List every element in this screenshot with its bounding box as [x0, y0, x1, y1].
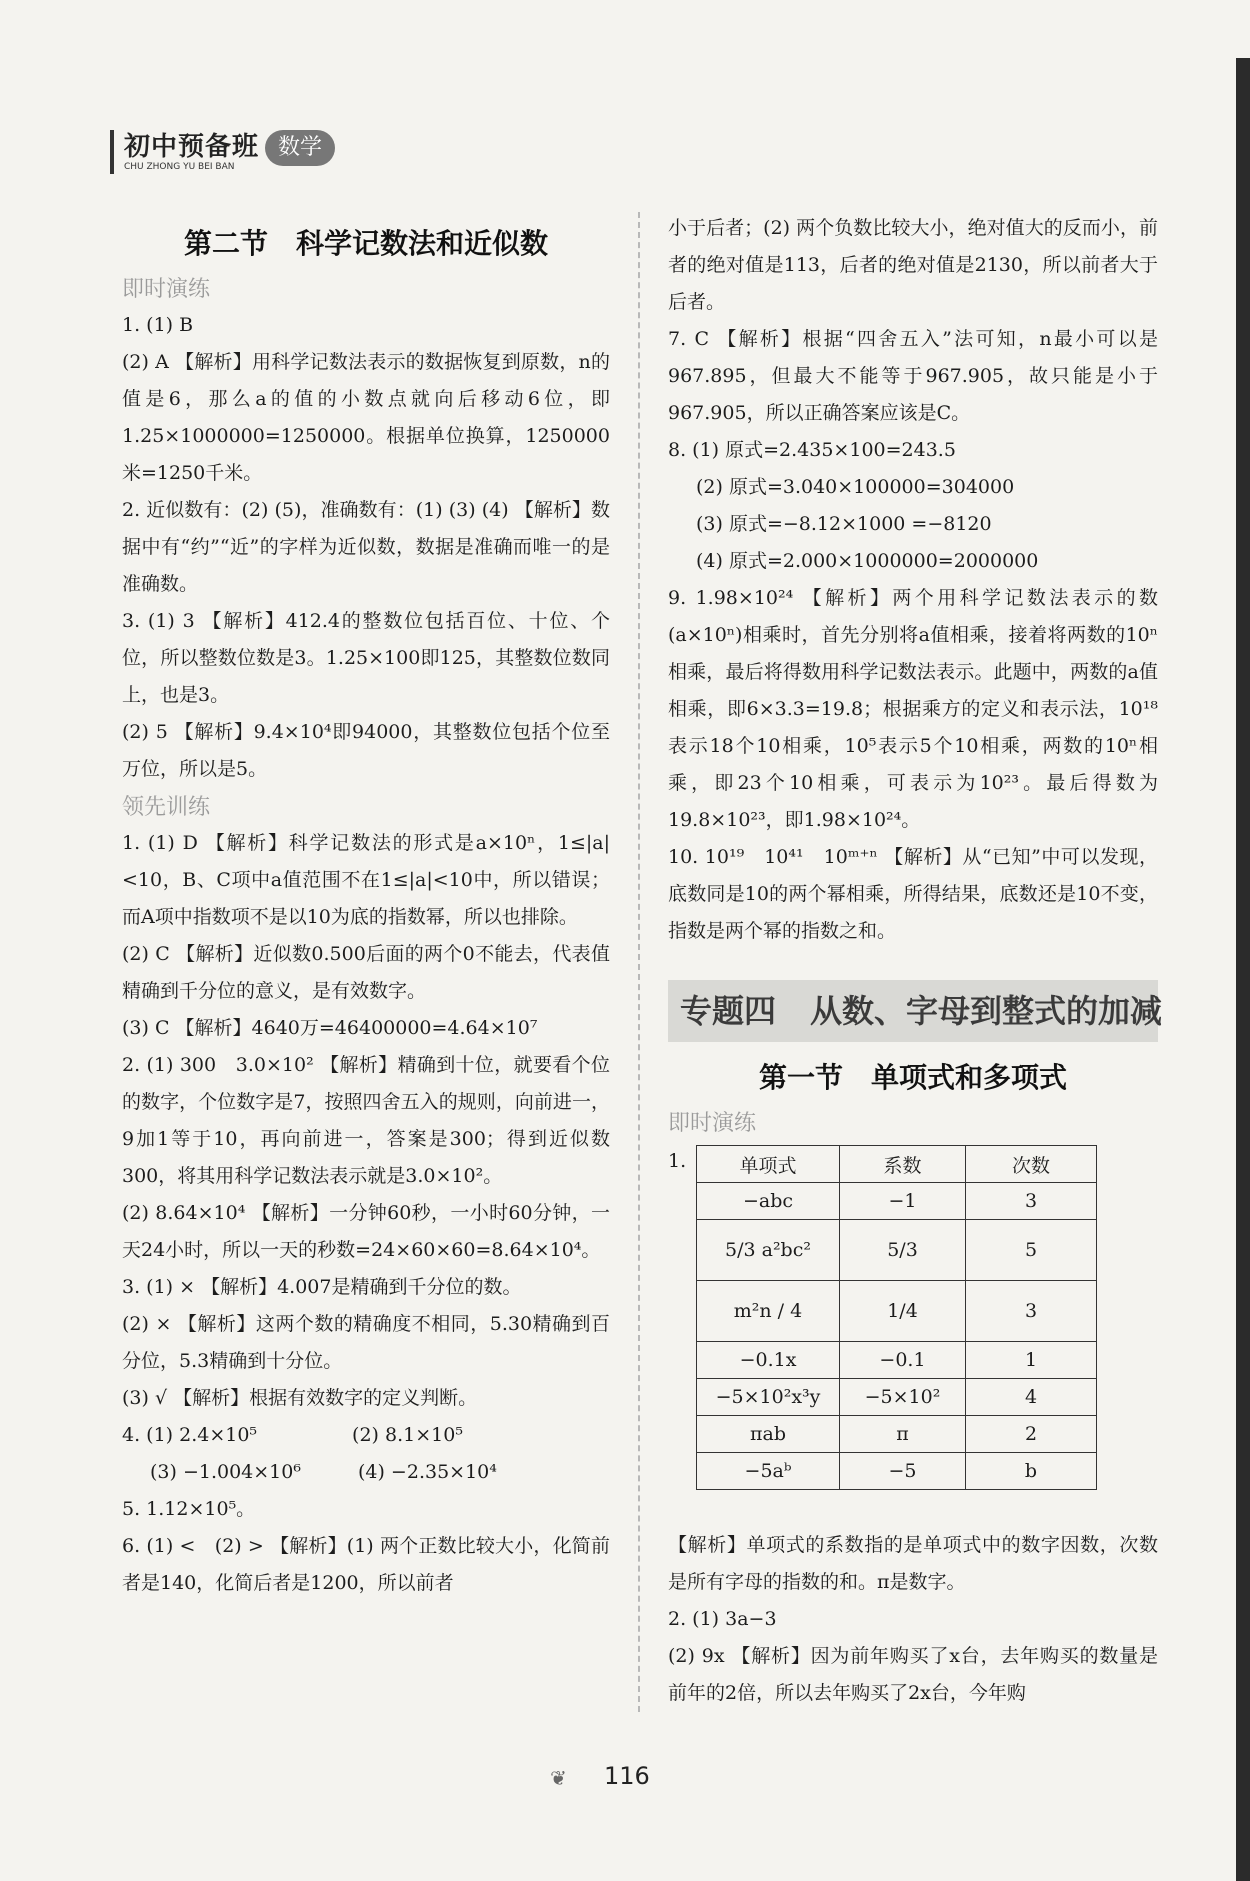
- answer-line: 小于后者；(2) 两个负数比较大小，绝对值大的反而小，前者的绝对值是113，后者的绝对值是2130，所以前者大于后者。: [668, 217, 1158, 313]
- table-row: [697, 1416, 1097, 1453]
- subheading-practice: 即时演练: [122, 277, 211, 302]
- monomial-table: [696, 1145, 1097, 1490]
- table-row: [697, 1379, 1097, 1416]
- table-cell: 3: [966, 1183, 1097, 1220]
- section-title: 第二节 科学记数法和近似数: [183, 227, 548, 260]
- subject-badge: 数学: [265, 130, 335, 166]
- book-title: 初中预备班: [124, 132, 260, 162]
- answer-line: 1. (1) B: [122, 314, 194, 336]
- answer-line: 7. C 【解析】根据“四舍五入”法可知，n最小可以是967.895，但最大不能等于967.905，故只能是小于967.905，所以正确答案应该是C。: [668, 328, 1158, 424]
- answer-line: 4. (1) 2.4×10⁵ (2) 8.1×10⁵: [122, 1424, 463, 1446]
- answer-line: 3. (1) × 【解析】4.007是精确到千分位的数。: [122, 1276, 522, 1298]
- subheading-practice: 即时演练: [668, 1111, 757, 1136]
- table-row: [697, 1342, 1097, 1379]
- table-row: [697, 1453, 1097, 1490]
- answer-line: 6. (1) < (2) > 【解析】(1) 两个正数比较大小，化简前者是140，化简后者是1200，所以前者: [122, 1535, 610, 1594]
- section-title: 第一节 单项式和多项式: [758, 1061, 1067, 1094]
- topic-banner: [668, 980, 1163, 1042]
- answer-line: 10. 10¹⁹ 10⁴¹ 10ᵐ⁺ⁿ 【解析】从“已知”中可以发现，底数同是10的两个幂相乘，所得结果，底数还是10不变，指数是两个幂的指数之和。: [668, 846, 1158, 942]
- table-cell: m²n / 4: [697, 1281, 840, 1342]
- subheading-training: 领先训练: [122, 795, 211, 820]
- answer-line: (2) 9x 【解析】因为前年购买了x台，去年购买的数量是前年的2倍，所以去年购买了2x台，今年购: [668, 1645, 1158, 1704]
- table-cell: −5: [840, 1453, 966, 1490]
- table-cell: π: [840, 1416, 966, 1453]
- table-cell: πab: [697, 1416, 840, 1453]
- table-cell: −0.1x: [697, 1342, 840, 1379]
- page-number: 116: [604, 1762, 650, 1790]
- answer-line: (2) A 【解析】用科学记数法表示的数据恢复到原数，n的值是6，那么a的值的小数点就向后移动6位，即1.25×1000000=1250000。根据单位换算，1250000 米=1250千米。: [122, 351, 610, 484]
- answer-line: 5. 1.12×10⁵。: [122, 1498, 256, 1520]
- answer-line: (4) 原式=2.000×1000000=2000000: [696, 550, 1039, 572]
- answer-line: 【解析】单项式的系数指的是单项式中的数字因数，次数是所有字母的指数的和。π是数字。: [668, 1534, 1158, 1593]
- answer-line: 1. (1) D 【解析】科学记数法的形式是a×10ⁿ，1≤|a|<10，B、C项中a值范围不在1≤|a|<10中，所以错误；而A项中指数项不是以10为底的指数幂，所以也排除。: [122, 832, 610, 928]
- table-cell: −5aᵇ: [697, 1453, 840, 1490]
- answer-line: (3) C 【解析】4640万=46400000=4.64×10⁷: [122, 1017, 538, 1039]
- topic-name: 从数、字母到整式的加减: [810, 992, 1163, 1030]
- table-row: [697, 1183, 1097, 1220]
- answer-line: 9. 1.98×10²⁴ 【解析】两个用科学记数法表示的数(a×10ⁿ)相乘时，首先分别将a值相乘，接着将两数的10ⁿ相乘，最后将得数用科学记数法表示。此题中，两数的a值相乘，即6×3.3=19.8；根据乘方的定义和表示法，10¹⁸表示18个10相乘，10⁵表示5个10相乘，两数的10ⁿ相乘，即23个10相乘，可表示为10²³。最后得数为19.8×10²³，即1.98×10²⁴。: [668, 587, 1158, 831]
- table-cell: 4: [966, 1379, 1097, 1416]
- answer-line: 2. (1) 3a−3: [668, 1608, 777, 1630]
- topic-number: 专题四: [680, 992, 777, 1030]
- left-column: [122, 210, 610, 1602]
- answer-line: (2) 原式=3.040×100000=304000: [696, 476, 1015, 498]
- table-header: 次数: [966, 1146, 1097, 1183]
- table-cell: 3: [966, 1281, 1097, 1342]
- answer-line: 2. (1) 300 3.0×10² 【解析】精确到十位，就要看个位的数字，个位数字是7，按照四舍五入的规则，向前进一，9加1等于10，再向前进一，答案是300；得到近似数300，将其用科学记数法表示就是3.0×10²。: [122, 1054, 610, 1187]
- table-cell: 5/3 a²bc²: [697, 1220, 840, 1281]
- table-header: 系数: [840, 1146, 966, 1183]
- table-cell: −abc: [697, 1183, 840, 1220]
- monomial-table-block: [668, 1141, 1158, 1517]
- table-row: [697, 1220, 1097, 1281]
- question-number: 1.: [668, 1150, 687, 1172]
- footer-ornament-icon: ❦: [550, 1766, 567, 1790]
- answer-line: (3) −1.004×10⁶ (4) −2.35×10⁴: [150, 1461, 497, 1483]
- table-cell: 5/3: [840, 1220, 966, 1281]
- book-pinyin: CHU ZHONG YU BEI BAN: [124, 162, 235, 172]
- answer-line: (2) C 【解析】近似数0.500后面的两个0不能去，代表值精确到千分位的意义，是有效数字。: [122, 943, 610, 1002]
- table-cell: 1: [966, 1342, 1097, 1379]
- page-footer: [550, 1762, 650, 1790]
- answer-line: (3) √ 【解析】根据有效数字的定义判断。: [122, 1387, 478, 1409]
- page-edge-bar: [1236, 58, 1250, 1881]
- answer-line: (2) 8.64×10⁴ 【解析】一分钟60秒，一小时60分钟，一天24小时，所以一天的秒数=24×60×60=8.64×10⁴。: [122, 1202, 610, 1261]
- table-cell: −5×10²x³y: [697, 1379, 840, 1416]
- table-row: [697, 1281, 1097, 1342]
- table-header-row: [697, 1146, 1097, 1183]
- table-cell: −1: [840, 1183, 966, 1220]
- column-divider: [638, 212, 640, 1712]
- answer-line: (3) 原式=−8.12×1000 =−8120: [696, 513, 992, 535]
- table-header: 单项式: [697, 1146, 840, 1183]
- answer-line: 2. 近似数有：(2) (5)，准确数有：(1) (3) (4) 【解析】数据中有“约”“近”的字样为近似数，数据是准确而唯一的是准确数。: [122, 499, 610, 595]
- answer-line: 3. (1) 3 【解析】412.4的整数位包括百位、十位、个位，所以整数位数是3。1.25×100即125，其整数位数同上，也是3。: [122, 610, 610, 706]
- table-cell: b: [966, 1453, 1097, 1490]
- answer-line: (2) × 【解析】这两个数的精确度不相同，5.30精确到百分位，5.3精确到十分位。: [122, 1313, 610, 1372]
- table-cell: −5×10²: [840, 1379, 966, 1416]
- answer-line: 8. (1) 原式=2.435×100=243.5: [668, 439, 956, 461]
- table-cell: 1/4: [840, 1281, 966, 1342]
- right-column: [668, 210, 1163, 1712]
- table-cell: 2: [966, 1416, 1097, 1453]
- answer-line: (2) 5 【解析】9.4×10⁴即94000，其整数位包括个位至万位，所以是5。: [122, 721, 610, 780]
- header-bar: [110, 130, 114, 174]
- table-cell: 5: [966, 1220, 1097, 1281]
- table-cell: −0.1: [840, 1342, 966, 1379]
